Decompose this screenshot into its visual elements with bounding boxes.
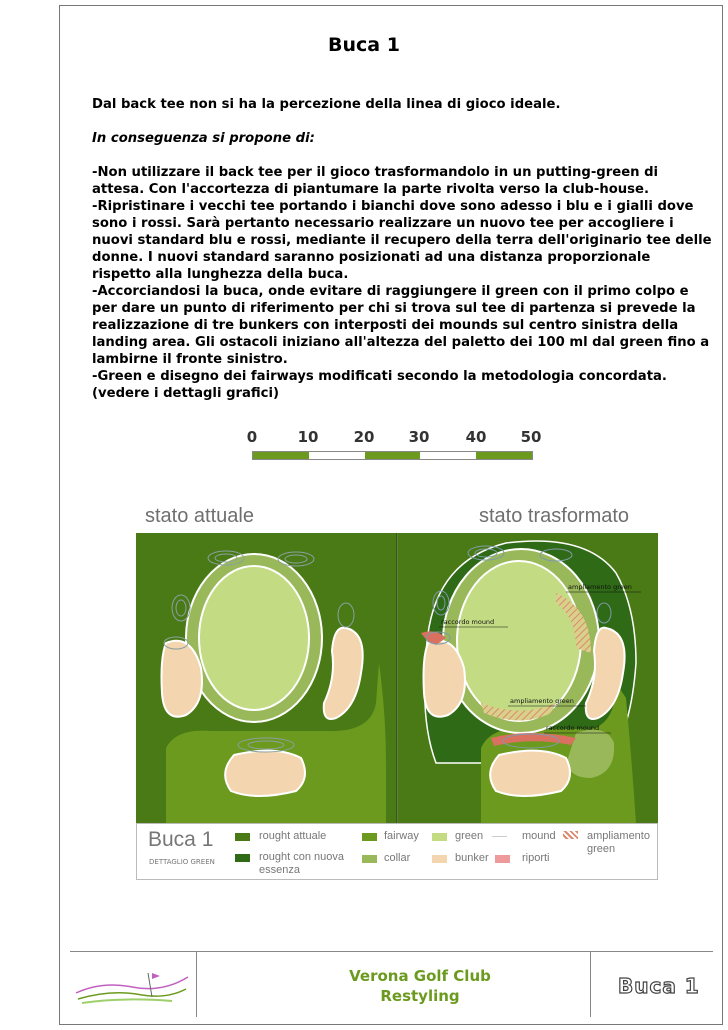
legend-label: riporti	[522, 852, 550, 864]
club-logo	[72, 963, 192, 1007]
legend-swatch	[362, 855, 377, 863]
legend-swatch	[235, 833, 250, 841]
page-title: Buca 1	[328, 34, 400, 56]
green-detail-plan	[136, 533, 658, 823]
legend-swatch	[235, 854, 250, 862]
legend-swatch	[492, 836, 507, 837]
annotation-green-extension: ampliamento green	[568, 583, 632, 591]
scale-label-0: 0	[246, 428, 258, 446]
legend-label: ampliamento green	[587, 830, 650, 855]
caption-current-state: stato attuale	[145, 505, 254, 527]
legend-swatch	[495, 855, 510, 863]
bunker-front	[225, 751, 305, 796]
legend-swatch	[432, 855, 447, 863]
footer-separator	[196, 951, 197, 1017]
paragraph-1: -Non utilizzare il back tee per il gioco trasformandolo in un putting-green di attesa. Con l'accortezza di piantumare la parte rivolta verso la club-house.	[92, 165, 659, 197]
scale-segment	[476, 452, 532, 459]
club-name	[300, 966, 540, 1006]
annotation-mound-blend: raccordo mound	[441, 618, 495, 626]
scale-bar	[252, 451, 533, 460]
legend-label: fairway	[384, 830, 419, 842]
hole-label: Buca 1	[618, 974, 700, 998]
scale-segment	[309, 452, 365, 459]
proposal-list	[92, 164, 712, 402]
legend-swatch	[362, 833, 377, 841]
green-area	[199, 566, 309, 710]
paragraph-2: -Ripristinare i vecchi tee portando i bianchi dove sono adesso i blu e i gialli dove sono i rossi. Sarà pertanto necessario realizzare un nuovo tee per accogliere i nuovi standard blu e rossi, mediante il recupero della terra dell'originario tee delle donne. I nuovi standard saranno posizionati ad una distanza proporzionale rispetto alla lunghezza della buca.	[92, 199, 712, 282]
scale-label-40: 40	[465, 428, 487, 446]
paragraph-4: -Green e disegno dei fairways modificati secondo la metodologia concordata. (vedere i dettagli grafici)	[92, 369, 667, 401]
transformed-state-panel	[398, 533, 658, 823]
scale-label-50: 50	[520, 428, 542, 446]
current-state-panel	[136, 533, 397, 823]
scale-segment	[420, 452, 476, 459]
legend-title: Buca 1	[148, 828, 214, 851]
intro-text: Dal back tee non si ha la percezione della linea di gioco ideale.	[92, 97, 561, 112]
scale-segment	[253, 452, 309, 459]
club-name-line1: Verona Golf Club	[349, 967, 491, 985]
paragraph-3: -Accorciandosi la buca, onde evitare di raggiungere il green con il primo colpo e per dare un punto di riferimento per chi si trova sul tee di partenza si prevede la realizzazione di tre bunkers con interposti dei mounds sul centro sinistra della landing area. Gli ostacoli iniziano all'altezza del paletto dei 100 ml dal green fino a lambirne il fronte sinistro.	[92, 284, 710, 367]
proposal-heading: In conseguenza si propone di:	[92, 131, 315, 146]
legend-label: mound	[522, 830, 556, 842]
scale-segment	[365, 452, 421, 459]
legend-label: rought con nuova essenza	[259, 851, 345, 876]
caption-transformed-state: stato trasformato	[479, 505, 630, 527]
annotation-mound-blend: raccordo mound	[546, 724, 600, 732]
legend-label: collar	[384, 852, 411, 864]
footer-separator	[590, 951, 591, 1017]
scale-label-30: 30	[408, 428, 430, 446]
club-name-line2: Restyling	[380, 987, 460, 1005]
bunker-front	[490, 751, 570, 796]
legend-label: green	[455, 830, 484, 842]
legend-swatch	[432, 833, 447, 841]
legend-label: bunker	[455, 852, 489, 864]
annotation-green-extension: ampliamento green	[510, 697, 574, 705]
legend-swatch	[563, 831, 578, 839]
scale-label-20: 20	[353, 428, 375, 446]
map-legend	[136, 823, 658, 880]
footer-divider	[70, 951, 713, 952]
legend-label: rought attuale	[259, 830, 327, 842]
scale-label-10: 10	[297, 428, 319, 446]
legend-subtitle: DETTAGLIO GREEN	[149, 858, 215, 866]
